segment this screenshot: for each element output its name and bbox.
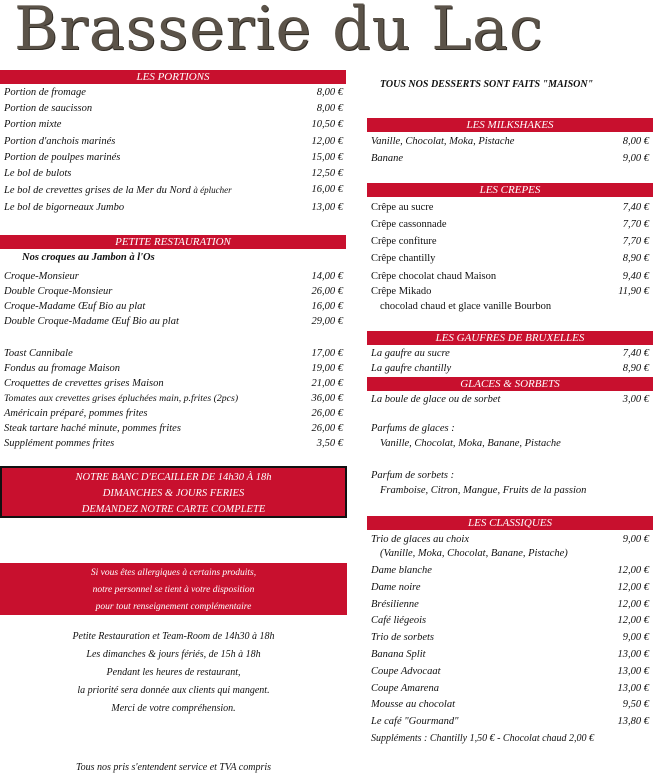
classiques-header: LES CLASSIQUES bbox=[367, 516, 653, 530]
dish-row: Supplément pommes frites 3,50 € bbox=[4, 438, 343, 449]
dish-row: Croquettes de crevettes grises Maison 21,00 € bbox=[4, 378, 343, 389]
info-line: Pendant les heures de restaurant, bbox=[106, 667, 241, 678]
ecailler-banner bbox=[0, 466, 347, 518]
ecailler-line: NOTRE BANC D'ECAILLER DE 14h30 À 18h bbox=[75, 472, 272, 483]
opening-hours-note bbox=[0, 628, 347, 718]
crepe-row: Crêpe au sucre 7,40 € bbox=[371, 202, 649, 213]
milkshake-row: Vanille, Chocolat, Moka, Pistache 8,00 € bbox=[371, 136, 649, 147]
allergy-line: pour tout renseignement complémentaire bbox=[95, 602, 252, 612]
milkshake-row: Banane 9,00 € bbox=[371, 153, 649, 164]
portion-row: Le bol de bulots 12,50 € bbox=[4, 168, 343, 179]
parfums-glaces: Vanille, Chocolat, Moka, Banane, Pistache bbox=[380, 438, 561, 449]
croque-row: Double Croque-Monsieur 26,00 € bbox=[4, 286, 343, 297]
supplements-line: Suppléments : Chantilly 1,50 € - Chocolat chaud 2,00 € bbox=[371, 733, 595, 744]
info-line: la priorité sera donnée aux clients qui mangent. bbox=[77, 685, 270, 696]
croques-subtitle: Nos croques au Jambon à l'Os bbox=[22, 252, 155, 263]
portion-row: Le bol de bigorneaux Jumbo 13,00 € bbox=[4, 202, 343, 213]
dish-row: Steak tartare haché minute, pommes frites 26,00 € bbox=[4, 423, 343, 434]
classique-row: Brésilienne 12,00 € bbox=[371, 599, 649, 610]
classique-row: Trio de sorbets 9,00 € bbox=[371, 632, 649, 643]
gaufre-row: La gaufre chantilly 8,90 € bbox=[367, 361, 649, 378]
portions-header: LES PORTIONS bbox=[0, 70, 346, 84]
crepes-header: LES CREPES bbox=[367, 183, 653, 197]
crepe-row: Crêpe chocolat chaud Maison 9,40 € bbox=[371, 271, 649, 282]
allergy-line: notre personnel se tient à votre disposition bbox=[92, 585, 255, 595]
ecailler-line: DIMANCHES & JOURS FERIES bbox=[102, 488, 245, 499]
petite-restauration-header: PETITE RESTAURATION bbox=[0, 235, 346, 249]
portion-row: Portion mixte 10,50 € bbox=[4, 119, 343, 130]
restaurant-title: Brasserie du Lac bbox=[14, 0, 544, 64]
classique-row: Trio de glaces au choix 9,00 € bbox=[371, 534, 649, 545]
glaces-header: GLACES & SORBETS bbox=[367, 377, 653, 391]
portion-row: Portion de saucisson 8,00 € bbox=[4, 103, 343, 114]
classique-row: Le café "Gourmand" 13,80 € bbox=[371, 716, 649, 727]
parfums-sorbets: Framboise, Citron, Mangue, Fruits de la passion bbox=[380, 485, 587, 496]
dish-row: Tomates aux crevettes grises épluchées main, p.frites (2pcs) 36,00 € bbox=[4, 393, 343, 404]
portion-row: Portion d'anchois marinés 12,00 € bbox=[4, 136, 343, 147]
portion-row: Portion de fromage 8,00 € bbox=[4, 87, 343, 98]
classique-row: Coupe Advocaat 13,00 € bbox=[371, 666, 649, 677]
croque-row: Croque-Madame Œuf Bio au plat 16,00 € bbox=[4, 301, 343, 312]
dish-row: Américain préparé, pommes frites 26,00 € bbox=[4, 408, 343, 419]
portion-row: Le bol de crevettes grises de la Mer du Nord à éplucher 16,00 € bbox=[4, 184, 343, 196]
dish-row: Toast Cannibale 17,00 € bbox=[4, 348, 343, 359]
footer-note: Tous nos pris s'entendent service et TVA compris bbox=[76, 762, 271, 773]
info-line: Petite Restauration et Team-Room de 14h30 à 18h bbox=[72, 631, 275, 642]
croque-row: Croque-Monsieur 14,00 € bbox=[4, 271, 343, 282]
allergy-banner bbox=[0, 563, 347, 615]
parfums-sorbets-label: Parfum de sorbets : bbox=[371, 470, 455, 481]
gaufre-row: La gaufre au sucre 7,40 € bbox=[371, 348, 649, 359]
milkshakes-header: LES MILKSHAKES bbox=[367, 118, 653, 132]
glace-row: La boule de glace ou de sorbet 3,00 € bbox=[371, 394, 649, 405]
croque-row: Double Croque-Madame Œuf Bio au plat 29,00 € bbox=[4, 316, 343, 327]
desserts-note: TOUS NOS DESSERTS SONT FAITS "MAISON" bbox=[380, 79, 594, 90]
crepe-row: Crêpe Mikado 11,90 € bbox=[371, 286, 649, 297]
classique-row: Café liégeois 12,00 € bbox=[371, 615, 649, 626]
dish-row: Fondus au fromage Maison 19,00 € bbox=[4, 363, 343, 374]
info-line: Merci de votre compréhension. bbox=[111, 703, 236, 714]
crepe-row: Crêpe chantilly 8,90 € bbox=[371, 253, 649, 264]
allergy-line: Si vous êtes allergiques à certains produits, bbox=[90, 568, 257, 578]
classique-row: Dame blanche 12,00 € bbox=[371, 565, 649, 576]
info-line: Les dimanches & jours fériés, de 15h à 18h bbox=[86, 649, 261, 660]
gaufres-header: LES GAUFRES DE BRUXELLES bbox=[367, 331, 653, 345]
classique-row: Coupe Amarena 13,00 € bbox=[371, 683, 649, 694]
classique-row: Mousse au chocolat 9,50 € bbox=[371, 699, 649, 710]
classique-row: Banana Split 13,00 € bbox=[371, 649, 649, 660]
classique-row: Dame noire 12,00 € bbox=[371, 582, 649, 593]
crepe-row: Crêpe confiture 7,70 € bbox=[371, 236, 649, 247]
parfums-glaces-label: Parfums de glaces : bbox=[371, 423, 455, 434]
trio-detail: (Vanille, Moka, Chocolat, Banane, Pistache) bbox=[380, 548, 568, 559]
ecailler-line: DEMANDEZ NOTRE CARTE COMPLETE bbox=[81, 504, 266, 515]
portion-row: Portion de poulpes marinés 15,00 € bbox=[4, 152, 343, 163]
mikado-detail: chocolad chaud et glace vanille Bourbon bbox=[380, 301, 552, 312]
crepe-row: Crêpe cassonnade 7,70 € bbox=[371, 219, 649, 230]
